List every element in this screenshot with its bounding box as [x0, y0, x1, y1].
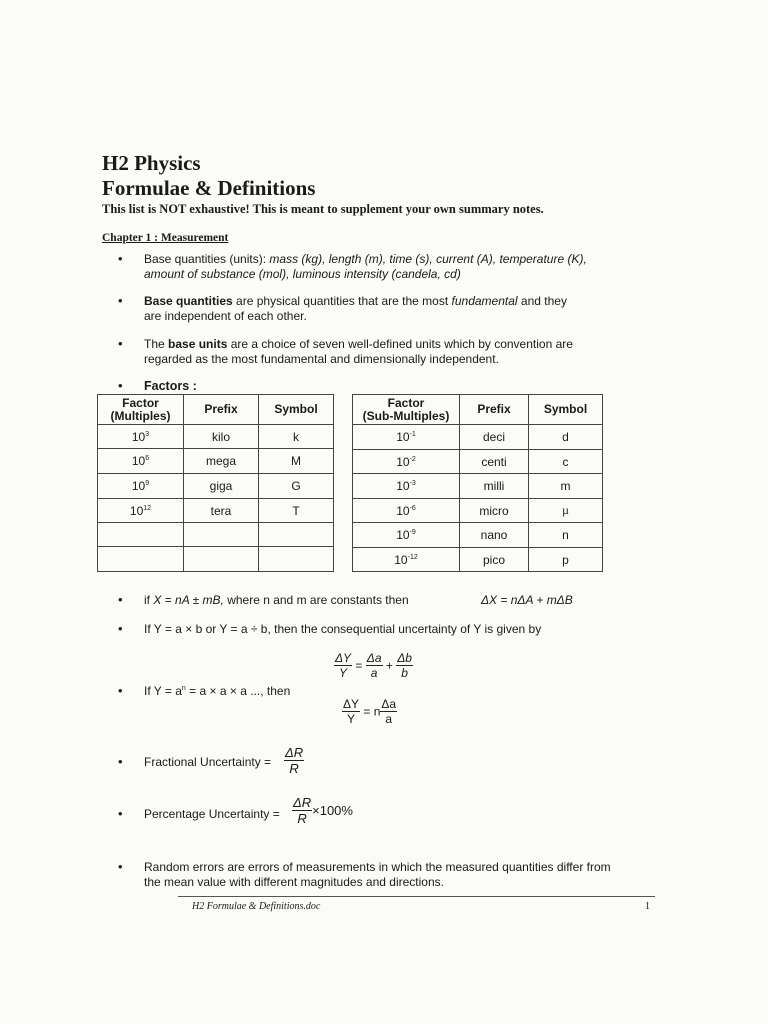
bullet-base-units: • The base units are a choice of seven well-defined units which by convention are regarded as the most fundamental and dimensionally independent. — [118, 336, 573, 366]
product-formula: $\frac{\Delta Y}{Y}$ = $\frac{\Delta a}{a}$ + $\frac{\Delta b}{b}$ — [335, 651, 412, 680]
table-row: $10^{-2}$ centi c — [353, 450, 603, 474]
bullet-base-quantities: • Base quantities (units): mass (kg), length (m), time (s), current (A), temperature (K), amount of substance (mol), luminous intensity (candela, cd) — [118, 251, 587, 281]
bullet-icon: • — [118, 378, 123, 393]
table-row: $10^{-9}$ nano n — [353, 523, 603, 548]
header-symbol: Symbol — [259, 395, 334, 425]
bullet-icon: • — [118, 806, 123, 821]
document-title — [102, 151, 315, 201]
bullet-factors: • Factors : — [118, 378, 197, 393]
table-row — [98, 523, 334, 547]
footer-divider — [178, 896, 655, 897]
bullet-random-errors: • Random errors are errors of measurements in which the measured quantities differ from the mean value with different magnitudes and directions. — [118, 859, 611, 889]
table-row: $10^{-1}$ deci d — [353, 425, 603, 450]
footer-filename: H2 Formulae & Definitions.doc — [192, 901, 321, 912]
table-row: $10^{-3}$ milli m — [353, 474, 603, 499]
submultiples-table — [352, 394, 603, 572]
table-row: $10^3$ kilo k — [98, 425, 334, 449]
bullet-fractional-uncertainty: • Fractional Uncertainty = — [118, 754, 272, 769]
bullet-icon: • — [118, 621, 123, 636]
footer-page-number: 1 — [645, 901, 650, 912]
header-prefix: Prefix — [184, 395, 259, 425]
header-factor-submultiples: Factor (Sub-Multiples) — [353, 395, 460, 425]
bullet-percentage-uncertainty: • Percentage Uncertainty = — [118, 806, 280, 821]
header-symbol: Symbol — [529, 395, 603, 425]
percentage-formula: $\frac{\Delta R}{R}$ ×100% — [293, 795, 353, 826]
bullet-icon: • — [118, 251, 123, 266]
bullet-icon: • — [118, 859, 123, 874]
multiples-table — [97, 394, 334, 572]
subtitle: This list is NOT exhaustive! This is meant to supplement your own summary notes. — [102, 202, 544, 216]
table-row — [98, 547, 334, 572]
header-factor-multiples: Factor (Multiples) — [98, 395, 184, 425]
bullet-icon: • — [118, 754, 123, 769]
bullet-icon: • — [118, 592, 123, 607]
table-row: $10^9$ giga G — [98, 474, 334, 499]
power-formula: $\frac{\Delta Y}{Y}$ = n $\frac{\Delta a}{a}$ — [343, 697, 397, 726]
table-row: $10^{12}$ tera T — [98, 499, 334, 523]
chapter-heading: Chapter 1 : Measurement — [102, 232, 229, 244]
bullet-sum-rule: • if X = nA ± mB, where n and m are constants then ΔX = nΔA + mΔB — [118, 592, 573, 607]
header-prefix: Prefix — [460, 395, 529, 425]
table-row: $10^{-12}$ pico p — [353, 548, 603, 572]
bullet-icon: • — [118, 683, 123, 698]
title-line-2: Formulae & Definitions — [102, 176, 316, 200]
bullet-base-quantities-definition: • Base quantities are physical quantities that are the most fundamental and they are independent of each other. — [118, 293, 567, 323]
table-row: $10^6$ mega M — [98, 449, 334, 474]
bullet-power-rule: • If $Y = a^n = a \times a \times a$ ..., then — [118, 683, 291, 698]
fractional-formula: $\frac{\Delta R}{R}$ — [285, 745, 304, 776]
table-row: $10^{-6}$ micro µ — [353, 499, 603, 523]
bullet-icon: • — [118, 336, 123, 351]
title-line-1: H2 Physics — [102, 151, 201, 175]
sum-rule-result: ΔX = nΔA + mΔB — [481, 593, 573, 607]
bullet-icon: • — [118, 293, 123, 308]
bullet-product-rule: • If Y = a × b or Y = a ÷ b, then the consequential uncertainty of Y is given by — [118, 621, 542, 636]
